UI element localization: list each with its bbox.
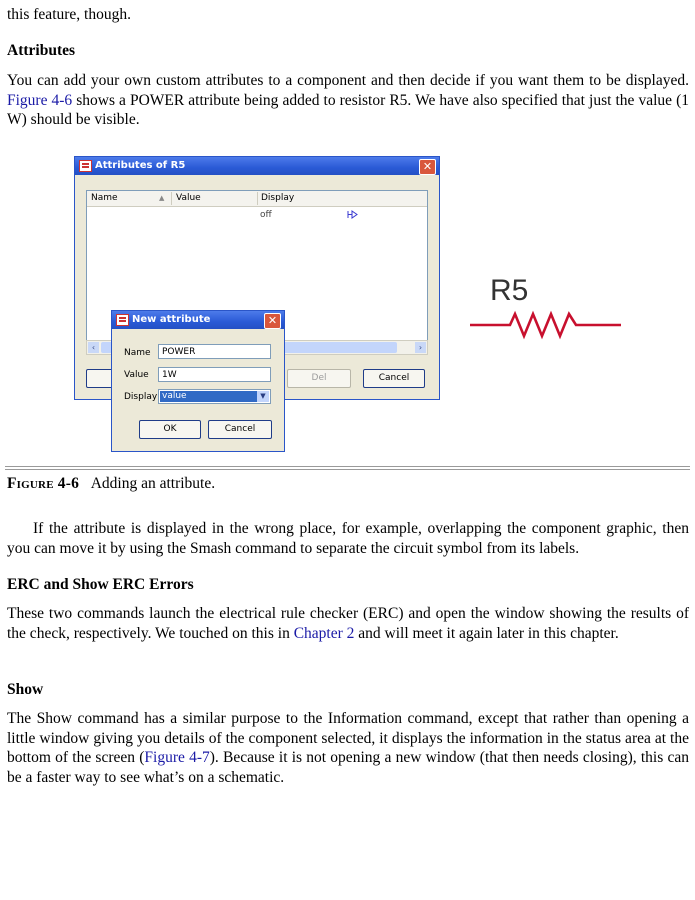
figure-caption-text: Adding an attribute. <box>90 475 216 492</box>
row-display-value: off <box>260 210 272 220</box>
paragraph-move: If the attribute is displayed in the wrong place, for example, overlapping the component graphic, then you can move it by using the Smash command to separate the circuit symbol from its labels. <box>7 520 689 557</box>
column-divider <box>257 192 258 205</box>
paragraph-show <box>7 709 689 787</box>
cancel-button[interactable]: Cancel <box>208 420 272 439</box>
scroll-left-icon[interactable]: ‹ <box>88 342 99 353</box>
close-icon[interactable]: ✕ <box>264 313 281 329</box>
figure-caption-label: Figure 4-6 <box>7 475 80 492</box>
display-label: Display <box>124 392 158 402</box>
sort-arrow-icon: ▲ <box>159 194 165 202</box>
list-header <box>87 191 427 207</box>
name-label: Name <box>124 348 151 358</box>
paragraph-attributes-text-1: You can add your own custom attributes to a component and then decide if you want them to be displayed. <box>7 72 689 89</box>
column-divider <box>171 192 172 205</box>
resistor-symbol-icon <box>470 308 622 342</box>
heading-attributes: Attributes <box>7 42 76 59</box>
paragraph-attributes-text-2: shows a POWER attribute being added to resistor R5. We have also specified that just the value (1 W) should be visible. <box>7 91 689 129</box>
paragraph-show-text-1: The Show command has a similar purpose to the Information command, except that rather than opening a little window giving you details of the component selected, it displays the information in the status area at the bottom of the screen ( <box>7 710 689 767</box>
ok-button[interactable]: OK <box>139 420 201 439</box>
heading-erc: ERC and Show ERC Errors <box>7 576 194 593</box>
component-ref-label: R5 <box>490 274 529 307</box>
figure-divider <box>5 466 690 470</box>
new-attribute-dialog <box>111 310 285 452</box>
figure-4-7-link[interactable]: Figure 4-7 <box>144 749 210 767</box>
figure-caption <box>7 475 215 493</box>
paragraph-show-text-2: ). Because it is not opening a new window (that then needs closing), this can be a faster way to see what’s on a schematic. <box>7 749 689 786</box>
display-select-value: value <box>160 391 258 402</box>
pin-marker-icon <box>347 209 359 220</box>
cancel-button[interactable]: Cancel <box>363 369 425 388</box>
paragraph-erc <box>7 604 689 643</box>
display-select[interactable] <box>158 389 271 404</box>
paragraph-intro: this feature, though. <box>7 6 131 23</box>
value-input[interactable]: 1W <box>158 367 271 382</box>
del-button[interactable]: Del <box>287 369 351 388</box>
scroll-right-icon[interactable]: › <box>415 342 426 353</box>
new-attribute-titlebar <box>112 311 284 329</box>
attributes-dialog-title: Attributes of R5 <box>95 160 186 171</box>
close-icon[interactable]: ✕ <box>419 159 436 175</box>
figure-4-6-link[interactable]: Figure 4-6 <box>7 91 73 109</box>
value-label: Value <box>124 370 149 380</box>
paragraph-attributes <box>7 71 689 130</box>
app-icon <box>116 314 129 326</box>
column-header-name[interactable]: Name <box>91 193 118 203</box>
table-row[interactable] <box>87 208 427 222</box>
column-header-value[interactable]: Value <box>176 193 201 203</box>
paragraph-erc-text-1: These two commands launch the electrical rule checker (ERC) and open the window showing the results of the check, respectively. We touched on this in <box>7 605 689 642</box>
new-attribute-title: New attribute <box>132 314 211 325</box>
chapter-2-link[interactable]: Chapter 2 <box>293 624 355 642</box>
column-header-display[interactable]: Display <box>261 193 295 203</box>
attributes-dialog-titlebar <box>75 157 439 175</box>
paragraph-erc-text-2: and will meet it again later in this chapter. <box>354 624 619 642</box>
chevron-down-icon[interactable]: ▼ <box>257 391 269 402</box>
heading-show: Show <box>7 681 44 698</box>
app-icon <box>79 160 92 172</box>
name-input[interactable]: POWER <box>158 344 271 359</box>
